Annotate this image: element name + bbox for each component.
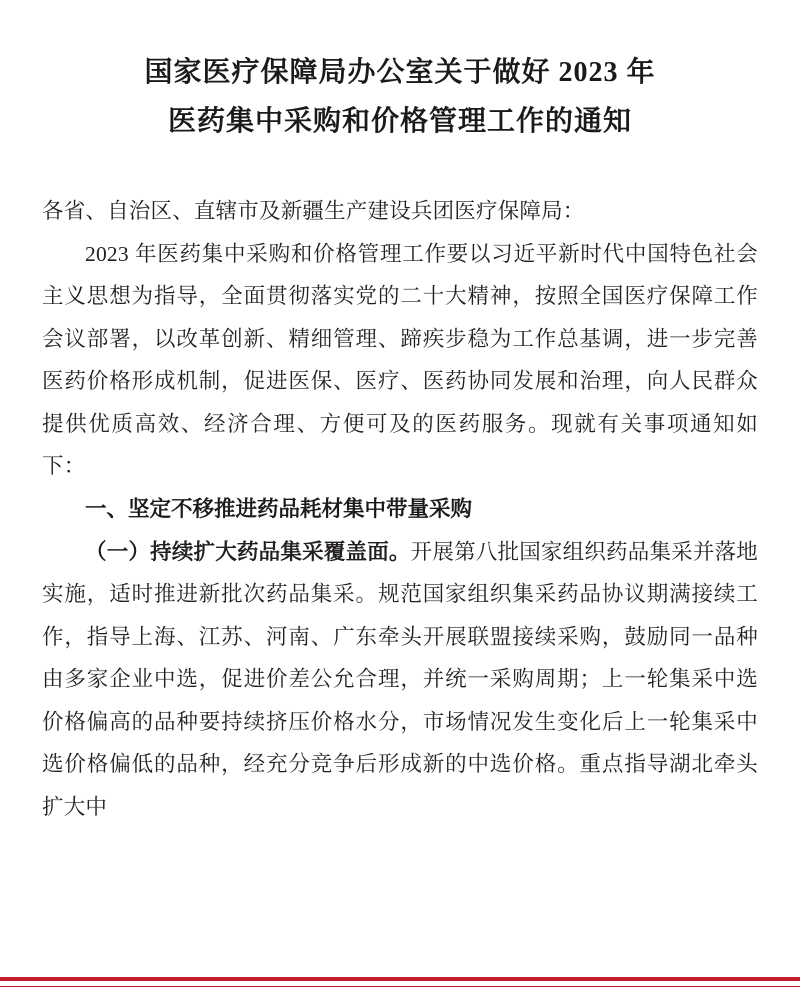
paragraph-opening: 2023 年医药集中采购和价格管理工作要以习近平新时代中国特色社会主义思想为指导，全面贯彻落实党的二十大精神，按照全国医疗保障工作会议部署，以改革创新、精细管理、蹄疾步稳为工作总基调，进一步完善医药价格形成机制，促进医保、医疗、医药协同发展和治理，向人民群众提供优质高效、经济合理、方便可及的医药服务。现就有关事项通知如下：: [42, 241, 758, 479]
page-title: [42, 48, 758, 146]
page-fade: [0, 946, 800, 972]
footer-rules: [0, 972, 800, 990]
subsection-one: [42, 531, 758, 829]
document-body: [42, 190, 758, 828]
salutation: 各省、自治区、直辖市及新疆生产建设兵团医疗保障局：: [42, 199, 585, 223]
footer-rule-thin: [0, 986, 800, 988]
subsection-text: 开展第八批国家组织药品集采并落地实施，适时推进新批次药品集采。规范国家组织集采药品协议期满接续工作，指导上海、江苏、河南、广东牵头开展联盟接续采购，鼓励同一品种由多家企业中选，促进价差公允合理，并统一采购周期；上一轮集采中选价格偏高的品种要持续挤压价格水分，市场情况发生变化后上一轮集采中选价格偏低的品种，经充分竞争后形成新的中选价格。重点指导湖北牵头扩大中: [42, 539, 758, 819]
section-heading-one: 一、坚定不移推进药品耗材集中带量采购: [85, 496, 473, 521]
footer-rule-thick: [0, 977, 800, 981]
page-title-line-2: 医药集中采购和价格管理工作的通知: [167, 106, 632, 137]
page-title-line-1: 国家医疗保障局办公室关于做好 2023 年: [144, 57, 656, 88]
subsection-lead: （一）持续扩大药品集采覆盖面。: [85, 539, 411, 564]
